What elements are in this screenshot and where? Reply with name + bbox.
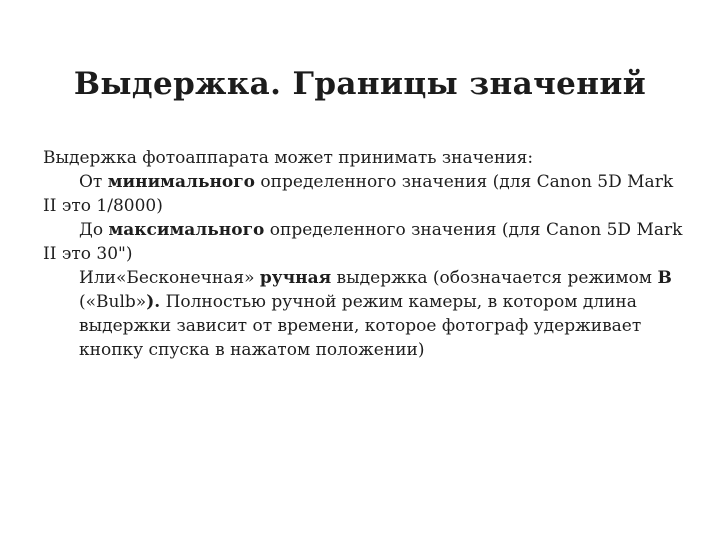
item-emphasis: ручная xyxy=(259,268,332,288)
list-item-minimum xyxy=(43,170,683,218)
item-text: Полностью ручной режим камеры, в котором длина выдержки зависит от времени, которое фотограф удерживает кнопку спуска в нажатом положении) xyxy=(79,292,642,360)
item-emphasis: минимального xyxy=(107,172,256,192)
item-lead: До xyxy=(79,220,109,240)
item-mode-letter: B xyxy=(657,268,672,288)
slide-body xyxy=(43,146,683,362)
item-text: определенного значения (для Canon 5D Mark II это 30") xyxy=(43,220,683,264)
item-lead: Или«Бесконечная» xyxy=(79,268,260,288)
list-item-bulb xyxy=(43,266,679,362)
list-item-maximum xyxy=(43,218,683,266)
item-text: выдержка (обозначается режимом xyxy=(331,268,658,288)
item-text: определенного значения (для Canon 5D Mark II это 1/8000) xyxy=(43,172,674,216)
item-emphasis: максимального xyxy=(108,220,265,240)
item-punctuation: ). xyxy=(146,292,161,312)
intro-text: Выдержка фотоаппарата может принимать значения: xyxy=(43,148,534,168)
slide-title: Выдержка. Границы значений xyxy=(73,66,647,102)
item-lead: От xyxy=(79,172,108,192)
item-text: («Bulb» xyxy=(79,292,147,312)
